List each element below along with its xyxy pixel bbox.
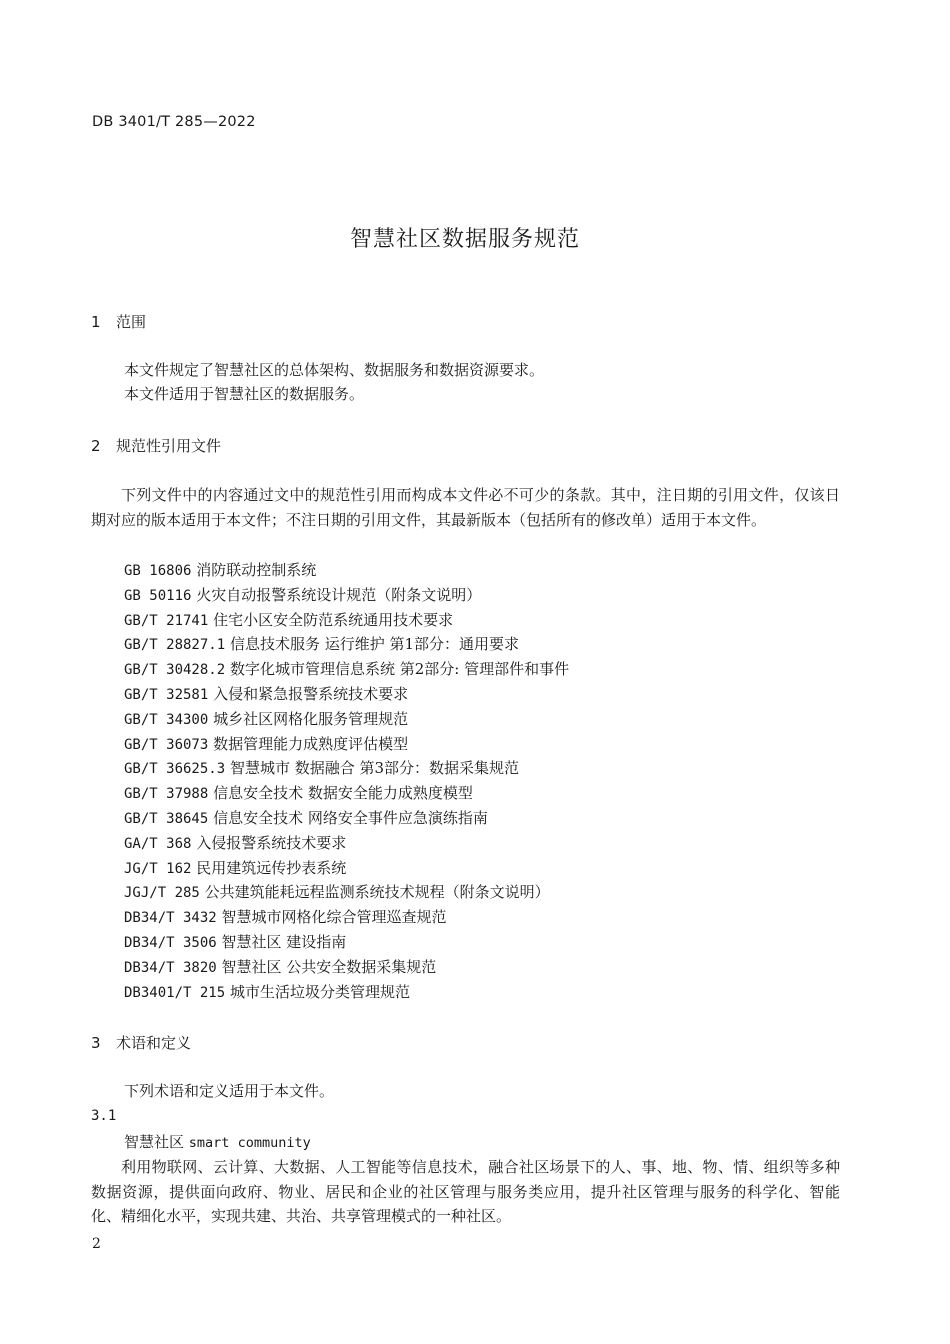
- reference-item: GB 50116 火灾自动报警系统设计规范（附条文说明）: [124, 585, 482, 604]
- page-number: 2: [92, 1236, 101, 1252]
- reference-item: GB/T 30428.2 数字化城市管理信息系统 第2部分: 管理部件和事件: [124, 660, 570, 679]
- reference-item: GB/T 28827.1 信息技术服务 运行维护 第1部分：通用要求: [124, 635, 520, 654]
- section-1-paragraph-2: 本文件适用于智慧社区的数据服务。: [124, 385, 365, 403]
- term-english: smart community: [188, 1135, 311, 1151]
- section-number: 2: [91, 437, 101, 455]
- term-chinese: 智慧社区: [124, 1133, 185, 1151]
- reference-item: DB34/T 3820 智慧社区 公共安全数据采集规范: [124, 957, 437, 976]
- term-definition: 利用物联网、云计算、大数据、人工智能等信息技术，融合社区场景下的人、事、地、物、情、组织等多种数据资源，提供面向政府、物业、居民和企业的社区管理与服务类应用，提升社区管理与服务的科学化、智能化、精细化水平，实现共建、共治、共享管理模式的一种社区。: [91, 1158, 840, 1225]
- section-3-intro: 下列术语和定义适用于本文件。: [124, 1082, 335, 1100]
- reference-item: DB34/T 3506 智慧社区 建设指南: [124, 932, 347, 951]
- reference-item: JGJ/T 285 公共建筑能耗远程监测系统技术规程（附条文说明）: [124, 883, 550, 902]
- section-3-heading: [91, 1032, 191, 1053]
- section-title: 规范性引用文件: [116, 437, 222, 455]
- reference-item: GB/T 36625.3 智慧城市 数据融合 第3部分：数据采集规范: [124, 759, 520, 778]
- section-1-paragraph-1: 本文件规定了智慧社区的总体架构、数据服务和数据资源要求。: [124, 361, 545, 379]
- reference-item: GB/T 37988 信息安全技术 数据安全能力成熟度模型: [124, 784, 473, 803]
- section-1-heading: [91, 311, 146, 332]
- reference-item: GB/T 34300 城乡社区网格化服务管理规范: [124, 709, 409, 728]
- reference-item: DB34/T 3432 智慧城市网格化综合管理巡查规范: [124, 908, 447, 927]
- reference-item: GB/T 32581 入侵和紧急报警系统技术要求: [124, 684, 409, 703]
- document-title: 智慧社区数据服务规范: [349, 227, 580, 252]
- normative-reference-list: [124, 558, 569, 1004]
- reference-item: DB3401/T 215 城市生活垃圾分类管理规范: [124, 982, 410, 1001]
- document-code: DB 3401/T 285—2022: [92, 114, 256, 130]
- reference-item: GB/T 36073 数据管理能力成熟度评估模型: [124, 734, 409, 753]
- reference-item: GB/T 21741 住宅小区安全防范系统通用技术要求: [124, 610, 454, 629]
- section-2-intro: 下列文件中的内容通过文中的规范性引用而构成本文件必不可少的条款。其中，注日期的引用文件，仅该日期对应的版本适用于本文件；不注日期的引用文件，其最新版本（包括所有的修改单）适用于本文件。: [91, 486, 840, 529]
- reference-item: JG/T 162 民用建筑远传抄表系统: [124, 858, 347, 877]
- section-number: 1: [91, 313, 101, 331]
- reference-item: GA/T 368 入侵报警系统技术要求: [124, 833, 347, 852]
- section-title: 范围: [116, 313, 147, 331]
- section-title: 术语和定义: [116, 1034, 192, 1052]
- term-number: 3.1: [91, 1108, 117, 1124]
- section-2-heading: [91, 435, 221, 456]
- section-number: 3: [91, 1034, 101, 1052]
- reference-item: GB 16806 消防联动控制系统: [124, 561, 317, 579]
- term-title: [124, 1131, 311, 1152]
- reference-item: GB/T 38645 信息安全技术 网络安全事件应急演练指南: [124, 808, 488, 827]
